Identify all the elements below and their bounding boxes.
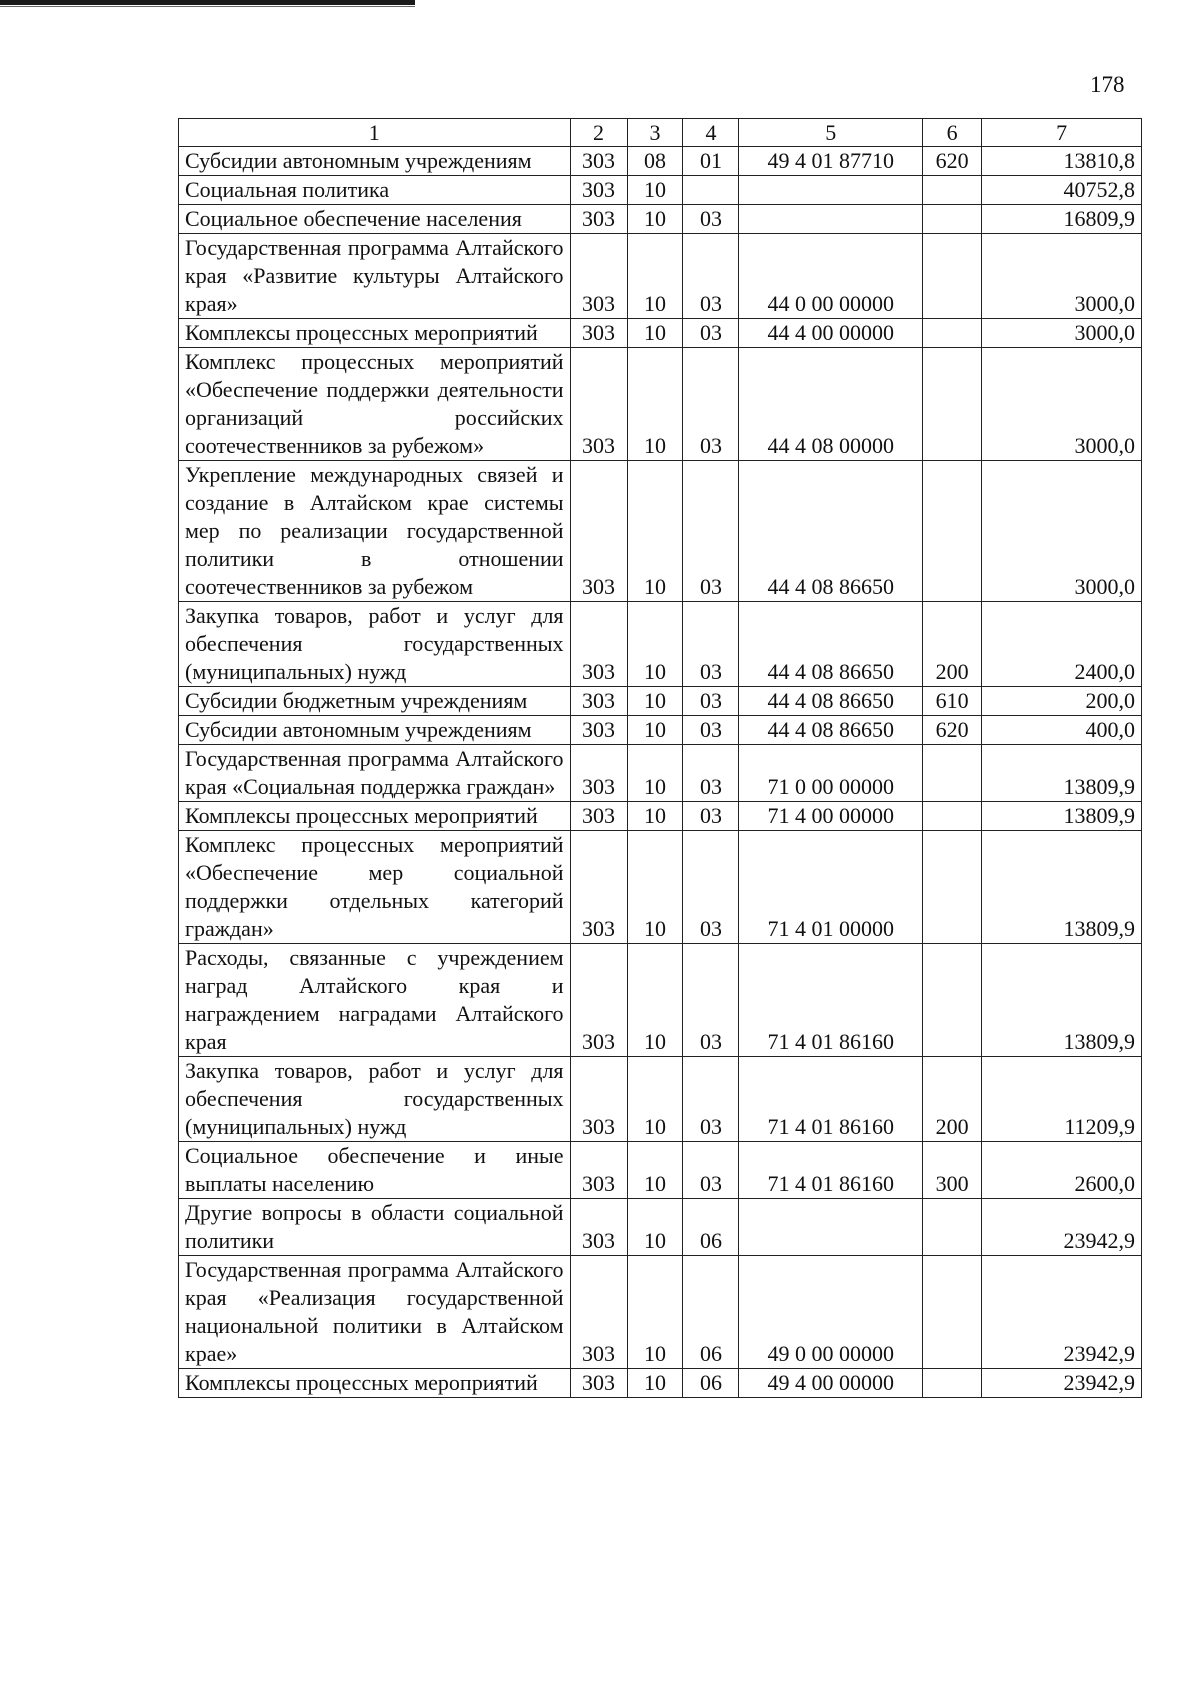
row-pr-cell: 03 (683, 831, 739, 944)
row-rz-cell: 10 (627, 944, 683, 1057)
row-gr-cell: 303 (570, 602, 627, 687)
row-gr-cell: 303 (570, 716, 627, 745)
table-row (179, 205, 1142, 234)
row-pr-cell: 03 (683, 319, 739, 348)
column-header: 3 (627, 119, 683, 147)
row-vr-cell (923, 1256, 982, 1369)
row-gr-cell: 303 (570, 234, 627, 319)
row-gr-cell: 303 (570, 1057, 627, 1142)
row-rz-cell: 10 (627, 461, 683, 602)
row-pr-cell: 03 (683, 1057, 739, 1142)
row-vr-cell: 620 (923, 716, 982, 745)
row-pr-cell: 03 (683, 348, 739, 461)
row-name-cell: Комплексы процессных мероприятий (179, 319, 571, 348)
row-csr-cell: 44 4 00 00000 (739, 319, 923, 348)
row-vr-cell (923, 205, 982, 234)
table-row (179, 687, 1142, 716)
row-name-cell: Государственная программа Алтайского края «Реализация государственной национальной политики в Алтайском крае» (179, 1256, 571, 1369)
row-gr-cell: 303 (570, 802, 627, 831)
row-gr-cell: 303 (570, 319, 627, 348)
row-gr-cell: 303 (570, 1142, 627, 1199)
row-pr-cell: 03 (683, 234, 739, 319)
row-csr-cell: 44 4 08 86650 (739, 716, 923, 745)
row-rz-cell: 10 (627, 602, 683, 687)
row-vr-cell (923, 176, 982, 205)
row-sum-cell: 3000,0 (982, 461, 1142, 602)
row-vr-cell (923, 319, 982, 348)
row-sum-cell: 3000,0 (982, 319, 1142, 348)
table-row (179, 1199, 1142, 1256)
row-pr-cell: 06 (683, 1369, 739, 1398)
row-sum-cell: 400,0 (982, 716, 1142, 745)
row-pr-cell: 03 (683, 1142, 739, 1199)
row-gr-cell: 303 (570, 745, 627, 802)
row-sum-cell: 11209,9 (982, 1057, 1142, 1142)
row-name-cell: Субсидии бюджетным учреждениям (179, 687, 571, 716)
row-name-cell: Комплекс процессных мероприятий «Обеспечение поддержки деятельности организаций российских соотечественников за рубежом» (179, 348, 571, 461)
row-rz-cell: 10 (627, 319, 683, 348)
row-name-cell: Государственная программа Алтайского края «Социальная поддержка граждан» (179, 745, 571, 802)
row-vr-cell (923, 1369, 982, 1398)
row-gr-cell: 303 (570, 176, 627, 205)
table-row (179, 461, 1142, 602)
row-gr-cell: 303 (570, 461, 627, 602)
row-gr-cell: 303 (570, 944, 627, 1057)
table-row (179, 716, 1142, 745)
row-gr-cell: 303 (570, 687, 627, 716)
top-rule-thin (0, 6, 415, 7)
row-rz-cell: 10 (627, 1369, 683, 1398)
row-csr-cell: 44 4 08 00000 (739, 348, 923, 461)
table-row (179, 1142, 1142, 1199)
row-sum-cell: 13809,9 (982, 944, 1142, 1057)
row-csr-cell: 44 4 08 86650 (739, 461, 923, 602)
column-header: 5 (739, 119, 923, 147)
row-vr-cell: 300 (923, 1142, 982, 1199)
row-csr-cell: 71 4 00 00000 (739, 802, 923, 831)
row-pr-cell (683, 176, 739, 205)
table-row (179, 944, 1142, 1057)
column-header: 2 (570, 119, 627, 147)
table-row (179, 802, 1142, 831)
row-sum-cell: 13809,9 (982, 831, 1142, 944)
row-rz-cell: 10 (627, 1142, 683, 1199)
row-rz-cell: 10 (627, 745, 683, 802)
table-row (179, 319, 1142, 348)
row-sum-cell: 23942,9 (982, 1256, 1142, 1369)
row-gr-cell: 303 (570, 205, 627, 234)
row-rz-cell: 10 (627, 831, 683, 944)
row-rz-cell: 10 (627, 176, 683, 205)
row-rz-cell: 08 (627, 147, 683, 176)
row-name-cell: Расходы, связанные с учреждением наград Алтайского края и награждением наградами Алтайского края (179, 944, 571, 1057)
table-row (179, 831, 1142, 944)
row-sum-cell: 13809,9 (982, 745, 1142, 802)
row-name-cell: Другие вопросы в области социальной политики (179, 1199, 571, 1256)
row-rz-cell: 10 (627, 1199, 683, 1256)
row-gr-cell: 303 (570, 348, 627, 461)
table-row (179, 1057, 1142, 1142)
row-vr-cell: 610 (923, 687, 982, 716)
row-csr-cell: 44 4 08 86650 (739, 602, 923, 687)
row-csr-cell: 71 4 01 86160 (739, 1142, 923, 1199)
row-vr-cell (923, 348, 982, 461)
row-sum-cell: 2400,0 (982, 602, 1142, 687)
row-csr-cell (739, 1199, 923, 1256)
row-pr-cell: 03 (683, 944, 739, 1057)
row-gr-cell: 303 (570, 831, 627, 944)
top-rule (0, 0, 415, 5)
row-csr-cell: 44 4 08 86650 (739, 687, 923, 716)
row-vr-cell (923, 745, 982, 802)
row-csr-cell: 71 0 00 00000 (739, 745, 923, 802)
column-header: 7 (982, 119, 1142, 147)
row-vr-cell (923, 944, 982, 1057)
row-rz-cell: 10 (627, 234, 683, 319)
row-vr-cell (923, 802, 982, 831)
row-csr-cell: 49 4 00 00000 (739, 1369, 923, 1398)
row-name-cell: Субсидии автономным учреждениям (179, 716, 571, 745)
row-vr-cell: 200 (923, 602, 982, 687)
row-csr-cell: 49 4 01 87710 (739, 147, 923, 176)
row-pr-cell: 01 (683, 147, 739, 176)
row-name-cell: Закупка товаров, работ и услуг для обеспечения государственных (муниципальных) нужд (179, 1057, 571, 1142)
row-pr-cell: 03 (683, 802, 739, 831)
row-vr-cell: 620 (923, 147, 982, 176)
row-name-cell: Комплексы процессных мероприятий (179, 802, 571, 831)
row-vr-cell (923, 831, 982, 944)
row-pr-cell: 06 (683, 1199, 739, 1256)
row-pr-cell: 03 (683, 461, 739, 602)
row-name-cell: Социальное обеспечение и иные выплаты населению (179, 1142, 571, 1199)
row-sum-cell: 3000,0 (982, 348, 1142, 461)
row-csr-cell: 71 4 01 00000 (739, 831, 923, 944)
row-csr-cell: 44 0 00 00000 (739, 234, 923, 319)
table-body (179, 147, 1142, 1398)
row-rz-cell: 10 (627, 348, 683, 461)
row-sum-cell: 2600,0 (982, 1142, 1142, 1199)
row-sum-cell: 3000,0 (982, 234, 1142, 319)
row-sum-cell: 16809,9 (982, 205, 1142, 234)
row-gr-cell: 303 (570, 1369, 627, 1398)
row-rz-cell: 10 (627, 1057, 683, 1142)
column-header: 4 (683, 119, 739, 147)
row-vr-cell: 200 (923, 1057, 982, 1142)
row-pr-cell: 06 (683, 1256, 739, 1369)
row-sum-cell: 200,0 (982, 687, 1142, 716)
row-vr-cell (923, 234, 982, 319)
row-csr-cell (739, 205, 923, 234)
page-number: 178 (1090, 72, 1125, 97)
row-name-cell: Социальное обеспечение населения (179, 205, 571, 234)
row-gr-cell: 303 (570, 1199, 627, 1256)
row-csr-cell (739, 176, 923, 205)
row-name-cell: Укрепление международных связей и создание в Алтайском крае системы мер по реализации государственной политики в отношении соотечественников за рубежом (179, 461, 571, 602)
row-name-cell: Социальная политика (179, 176, 571, 205)
row-sum-cell: 13810,8 (982, 147, 1142, 176)
row-name-cell: Комплексы процессных мероприятий (179, 1369, 571, 1398)
budget-table (178, 118, 1142, 1398)
row-csr-cell: 71 4 01 86160 (739, 944, 923, 1057)
table-row (179, 745, 1142, 802)
row-rz-cell: 10 (627, 687, 683, 716)
row-name-cell: Комплекс процессных мероприятий «Обеспечение мер социальной поддержки отдельных категорий граждан» (179, 831, 571, 944)
row-pr-cell: 03 (683, 602, 739, 687)
row-pr-cell: 03 (683, 205, 739, 234)
row-csr-cell: 49 0 00 00000 (739, 1256, 923, 1369)
table-row (179, 602, 1142, 687)
row-pr-cell: 03 (683, 716, 739, 745)
table-row (179, 147, 1142, 176)
row-vr-cell (923, 1199, 982, 1256)
table-header-row (179, 119, 1142, 147)
row-name-cell: Субсидии автономным учреждениям (179, 147, 571, 176)
column-header: 1 (179, 119, 571, 147)
row-pr-cell: 03 (683, 687, 739, 716)
row-rz-cell: 10 (627, 205, 683, 234)
row-gr-cell: 303 (570, 147, 627, 176)
row-sum-cell: 40752,8 (982, 176, 1142, 205)
row-name-cell: Государственная программа Алтайского края «Развитие культуры Алтайского края» (179, 234, 571, 319)
row-vr-cell (923, 461, 982, 602)
row-rz-cell: 10 (627, 802, 683, 831)
table-row (179, 348, 1142, 461)
column-header: 6 (923, 119, 982, 147)
table-row (179, 234, 1142, 319)
row-gr-cell: 303 (570, 1256, 627, 1369)
row-csr-cell: 71 4 01 86160 (739, 1057, 923, 1142)
row-rz-cell: 10 (627, 1256, 683, 1369)
row-sum-cell: 13809,9 (982, 802, 1142, 831)
table-row (179, 1256, 1142, 1369)
table-row (179, 1369, 1142, 1398)
table-row (179, 176, 1142, 205)
row-name-cell: Закупка товаров, работ и услуг для обеспечения государственных (муниципальных) нужд (179, 602, 571, 687)
row-sum-cell: 23942,9 (982, 1369, 1142, 1398)
row-pr-cell: 03 (683, 745, 739, 802)
row-sum-cell: 23942,9 (982, 1199, 1142, 1256)
row-rz-cell: 10 (627, 716, 683, 745)
